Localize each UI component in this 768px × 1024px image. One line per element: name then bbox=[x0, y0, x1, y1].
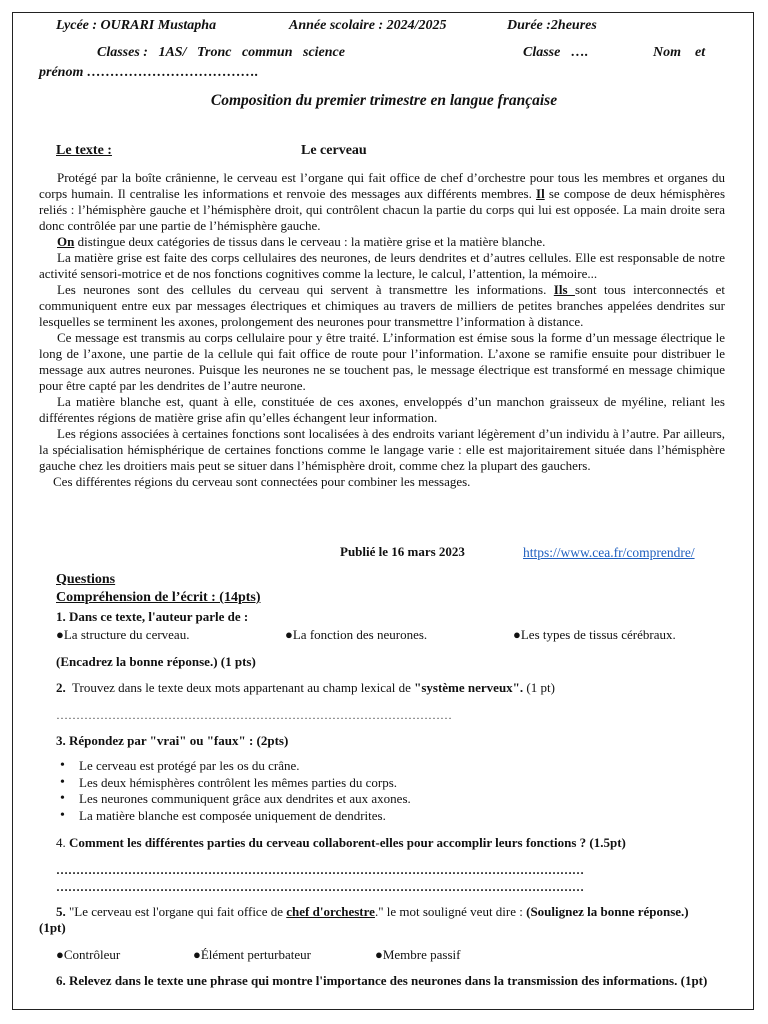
list-item: • Le cerveau est protégé par les os du crâne. bbox=[55, 758, 695, 775]
text-title: Le cerveau bbox=[301, 143, 367, 158]
question-6: 6. Relevez dans le texte une phrase qui montre l'importance des neurones dans la transmission des informations. (1pt) bbox=[56, 973, 708, 988]
q1-option[interactable]: ●Les types de tissus cérébraux. bbox=[513, 627, 676, 642]
exam-sheet bbox=[12, 12, 754, 1010]
question-5: 5. "Le cerveau est l'organe qui fait office de chef d'orchestre." le mot souligné veut dire : (Soulignez la bonne réponse.) (1pt) bbox=[39, 904, 689, 935]
list-item: • Les neurones communiquent grâce aux dendrites et aux axones. bbox=[55, 791, 695, 808]
q1-option[interactable]: ●La fonction des neurones. bbox=[285, 627, 428, 642]
answer-line[interactable]: ……………………………………………………………………………………… bbox=[56, 708, 452, 722]
question-3: 3. Répondez par "vrai" ou "faux" : (2pts) bbox=[56, 733, 289, 748]
class-field: Classe …. bbox=[523, 45, 589, 60]
questions-heading: Questions bbox=[56, 572, 116, 587]
question-1: 1. Dans ce texte, l'auteur parle de : bbox=[56, 609, 249, 624]
q1-instruction: (Encadrez la bonne réponse.) (1 pts) bbox=[56, 654, 256, 669]
q5-option[interactable]: ●Élément perturbateur bbox=[193, 947, 311, 962]
paragraph: On distingue deux catégories de tissus dans le cerveau : la matière grise et la matière blanche. bbox=[57, 234, 546, 249]
publication-date: Publié le 16 mars 2023 bbox=[340, 544, 465, 559]
exam-title: Composition du premier trimestre en langue française bbox=[210, 92, 558, 109]
true-false-list bbox=[55, 758, 695, 824]
answer-line[interactable]: …………………………………………………………………………………………………………………… bbox=[56, 863, 584, 877]
firstname-field: prénom ………………………………. bbox=[39, 65, 259, 80]
name-label: Nom et bbox=[653, 45, 706, 60]
paragraph: Les neurones sont des cellules du cerveau qui servent à transmettre les informations. Ils sont tous interconnectés et communiquent entre eux par messages électriques et chimiques au travers de milliers de petites branches appelées dendrites sur lesquelles se terminent les axones, prolongement des neurones pour transmettre l’information à distance. bbox=[39, 282, 725, 329]
exam-duration: Durée :2heures bbox=[507, 18, 597, 33]
q5-option[interactable]: ●Membre passif bbox=[375, 947, 461, 962]
source-link[interactable]: https://www.cea.fr/comprendre/ bbox=[523, 545, 695, 560]
school-year: Année scolaire : 2024/2025 bbox=[289, 18, 447, 33]
school-name: Lycée : OURARI Mustapha bbox=[56, 18, 217, 33]
text-label: Le texte : bbox=[56, 143, 112, 158]
paragraph: Ce message est transmis au corps cellulaire pour y être traité. L’information est émise sous la forme d’un message électrique le long de l’axone, une partie de la cellule qui fait office de route pour l’information. L’axone se ramifie ensuite pour distribuer le message aux autres neurones. Puisque les neurones ne se touchent pas, le message électrique est transformé en message chimique pour être capté par les dendrites de l’autre neurone. bbox=[39, 330, 725, 393]
comprehension-title: Compréhension de l’écrit : (14pts) bbox=[56, 590, 261, 605]
paragraph: Ces différentes régions du cerveau sont connectées pour combiner les messages. bbox=[53, 474, 471, 489]
question-2: 2. Trouvez dans le texte deux mots appartenant au champ lexical de "système nerveux". (1 pt) bbox=[56, 680, 555, 695]
q1-option[interactable]: ●La structure du cerveau. bbox=[56, 627, 190, 642]
q5-option[interactable]: ●Contrôleur bbox=[56, 947, 121, 962]
paragraph: La matière grise est faite des corps cellulaires des neurones, de leurs dendrites et d’autres cellules. Elle est responsable de notre activité sensori-motrice et de nos fonctions cognitives comme la lecture, le calcul, l’attention, la mémoire... bbox=[39, 250, 725, 281]
paragraph: Protégé par la boîte crânienne, le cerveau est l’organe qui fait office de chef d’orchestre pour tous les membres et organes du corps humain. Il centralise les informations et renvoie des messages aux différents membres. Il se compose de deux hémisphères reliés : l’hémisphère gauche et l’hémisphère droit, qui contrôlent chacun la partie du corps qui lui est opposée. La main droite sera donc contrôlée par une partie de l’hémisphère gauche. bbox=[39, 170, 725, 233]
list-item: • Les deux hémisphères contrôlent les mêmes parties du corps. bbox=[55, 775, 695, 792]
reading-text bbox=[39, 170, 725, 490]
answer-line[interactable]: …………………………………………………………………………………………………………………… bbox=[56, 880, 584, 894]
paragraph: Les régions associées à certaines fonctions sont localisées à des endroits variant légèrement d’un individu à l’autre. Par ailleurs, la spécialisation hémisphérique de certaines fonctions comme le langage varie : elle est majoritairement située dans l’hémisphère gauche chez les droitiers mais peut se situer dans l’hémisphère droit, comme chez la plupart des gauchers. bbox=[39, 426, 725, 473]
question-4: 4. Comment les différentes parties du cerveau collaborent-elles pour accomplir leurs fonctions ? (1.5pt) bbox=[56, 835, 626, 850]
list-item: • La matière blanche est composée uniquement de dendrites. bbox=[55, 808, 695, 825]
classes-line: Classes : 1AS/ Tronc commun science bbox=[97, 45, 345, 60]
paragraph: La matière blanche est, quant à elle, constituée de ces axones, enveloppés d’un manchon graisseux de myéline, reliant les différentes régions de matière grise afin qu’elles échangent leur information. bbox=[39, 394, 725, 425]
